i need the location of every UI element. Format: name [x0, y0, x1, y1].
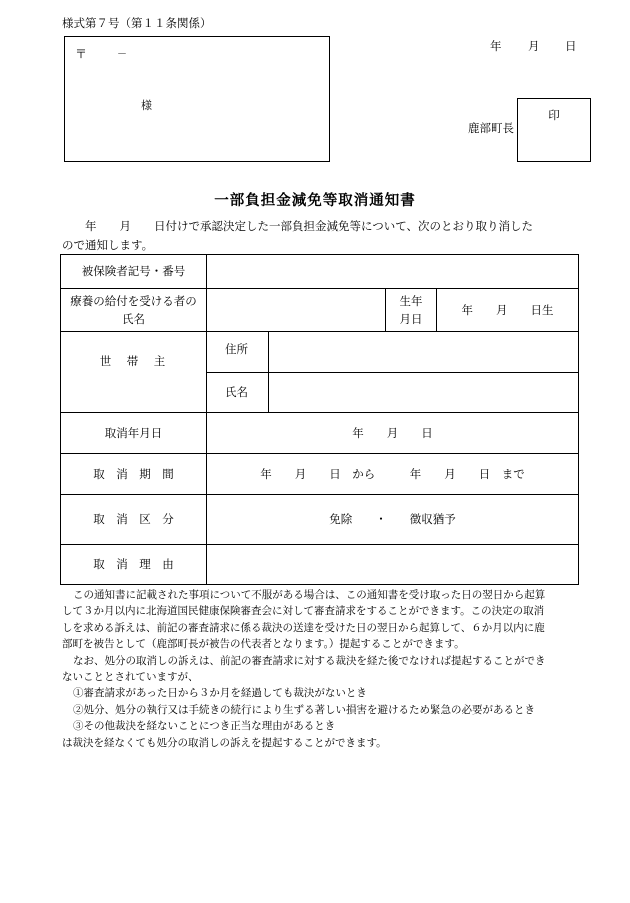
cancel-type-label: 取 消 区 分	[93, 512, 174, 527]
address-label: 住所	[225, 342, 248, 356]
birth-date-value: 年 月 日生	[461, 302, 554, 317]
householder-label: 世 帯 主	[99, 353, 168, 368]
intro-line-1: 年 月 日付けで承認決定した一部負担金減免等について、次のとおり取り消した	[62, 219, 534, 233]
birth-label	[386, 289, 436, 331]
note-line: なお、処分の取消しの訴えは、前記の審査請求に対する裁決を経た後でなければ提起することができ	[73, 654, 546, 667]
notice-table	[60, 254, 579, 585]
document-title: 一部負担金減免等取消通知書	[214, 192, 416, 209]
postal-dash: －	[117, 49, 127, 60]
note-line: ないこととされていますが、	[62, 671, 199, 684]
note-line: しを求める訴えは、前記の審査請求に係る裁決の送達を受けた日の翌日から起算して、６か月以内に鹿	[62, 621, 545, 634]
recipient-label-line-1: 療養の給付を受ける者の	[70, 293, 197, 308]
recipient-label-line-2: 氏名	[122, 312, 145, 326]
cancel-type-value: 免除 ・ 徴収猶予	[329, 512, 456, 527]
cancel-date-value: 年 月 日	[352, 425, 433, 440]
note-line: 部町を被告として（鹿部町長が被告の代表者となります。）提起することができます。	[62, 638, 465, 651]
birth-label-line-2: 月日	[399, 312, 423, 326]
note-line: は裁決を経なくても処分の取消しの訴えを提起することができます。	[62, 736, 387, 749]
cancel-reason-label: 取 消 理 由	[93, 557, 174, 572]
name-label: 氏名	[225, 385, 248, 400]
cancel-period-value: 年 月 日 から 年 月 日 まで	[260, 466, 525, 481]
seal-label: 印	[548, 108, 560, 122]
note-line: ③その他裁決を経ないことにつき正当な理由があるとき	[73, 720, 336, 733]
postal-mark: 〒	[75, 47, 88, 61]
note-line: ②処分、処分の執行又は手続きの続行により生ずる著しい損害を避けるため緊急の必要があるとき	[73, 703, 535, 716]
form-number: 様式第７号（第１１条関係）	[62, 16, 212, 30]
issue-date-day: 日	[565, 39, 577, 53]
seal-box	[517, 98, 591, 162]
issue-date-month: 月	[528, 39, 540, 53]
appeal-notes	[62, 587, 578, 751]
note-line: ①審査請求があった日から３か月を経過しても裁決がないとき	[73, 687, 367, 700]
issuer-name: 鹿部町長	[468, 121, 514, 135]
note-line: して３か月以内に北海道国民健康保険審査会に対して審査請求をすることができます。この決定の取消	[62, 605, 545, 618]
addressee-box	[64, 36, 330, 162]
addressee-honorific: 様	[141, 99, 152, 112]
issue-date-year: 年	[490, 39, 502, 53]
insured-number-label: 被保険者記号・番号	[81, 264, 186, 279]
recipient-label	[61, 289, 206, 331]
cancel-date-label: 取消年月日	[104, 425, 163, 440]
note-line: この通知書に記載された事項について不服がある場合は、この通知書を受け取った日の翌日から起算	[73, 589, 546, 601]
cancel-period-label: 取 消 期 間	[93, 466, 174, 481]
birth-label-line-1: 生年	[399, 293, 423, 308]
intro-line-2: ので通知します。	[62, 238, 154, 252]
